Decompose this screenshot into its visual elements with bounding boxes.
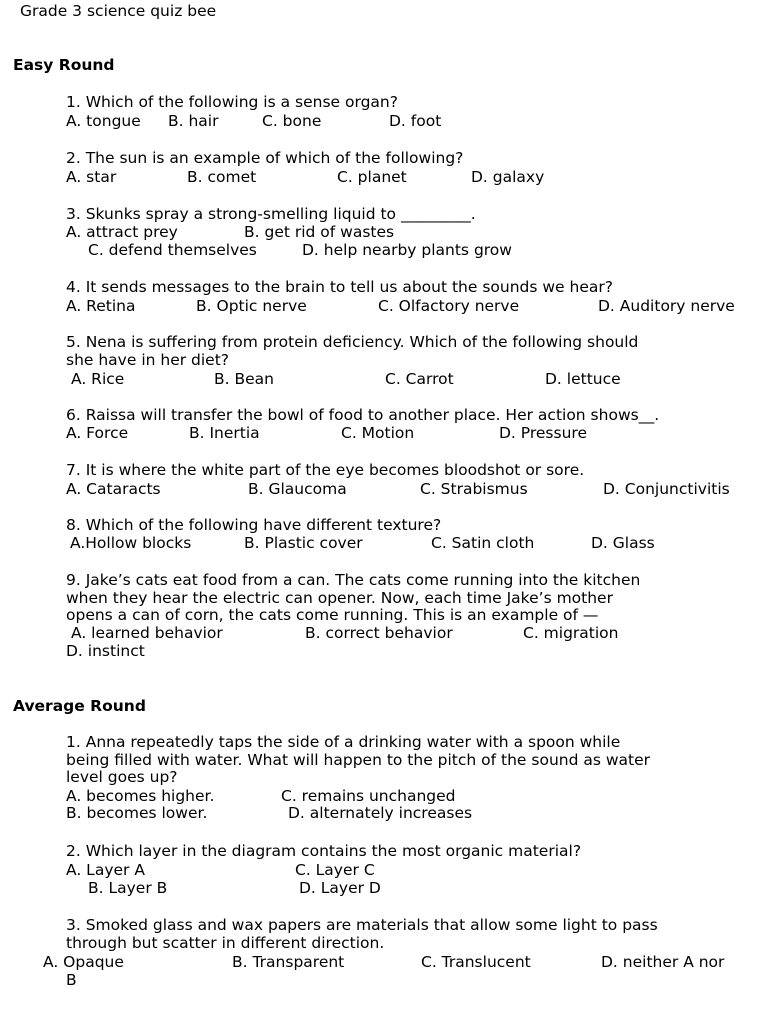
- question-text: 4. It sends messages to the brain to tell us about the sounds we hear?: [66, 278, 613, 296]
- document-title: Grade 3 science quiz bee: [20, 2, 217, 20]
- choice-b: B. Glaucoma: [248, 480, 347, 498]
- choice-c: C. Translucent: [421, 953, 531, 971]
- choice-c: C. Olfactory nerve: [378, 297, 520, 315]
- question-text: 5. Nena is suffering from protein deficiency. Which of the following should: [66, 333, 639, 351]
- choice-b: B. get rid of wastes: [244, 223, 395, 241]
- question-text: 9. Jake’s cats eat food from a can. The cats come running into the kitchen: [66, 571, 641, 589]
- question-text: 8. Which of the following have different texture?: [66, 516, 442, 534]
- choice-b: B. Layer B: [88, 879, 168, 897]
- choice-d: D. Pressure: [499, 424, 587, 442]
- choice-a: A. learned behavior: [71, 624, 223, 642]
- choice-c: C. remains unchanged: [281, 787, 456, 805]
- question-text-continued: when they hear the electric can opener. Now, each time Jake’s mother: [66, 589, 613, 607]
- question-text-continued: being filled with water. What will happen to the pitch of the sound as water: [66, 751, 651, 769]
- choice-d: D. Layer D: [299, 879, 381, 897]
- choice-c: C. bone: [262, 112, 322, 130]
- choice-c: C. Layer C: [295, 861, 375, 879]
- choice-a: A.Hollow blocks: [70, 534, 192, 552]
- choice-a: A. Layer A: [66, 861, 145, 879]
- choice-a: A. tongue: [66, 112, 141, 130]
- choice-b: B. correct behavior: [305, 624, 453, 642]
- question-text: 1. Which of the following is a sense organ?: [66, 93, 398, 111]
- section-heading-average: Average Round: [13, 697, 146, 715]
- choice-c: C. planet: [337, 168, 407, 186]
- choice-c: C. Carrot: [385, 370, 454, 388]
- choice-b: B. comet: [187, 168, 257, 186]
- choice-d: D. help nearby plants grow: [302, 241, 512, 259]
- choice-d: D. instinct: [66, 642, 145, 660]
- choice-b: B. Plastic cover: [244, 534, 363, 552]
- question-text-continued: opens a can of corn, the cats come running. This is an example of —: [66, 606, 599, 624]
- question-text: 6. Raissa will transfer the bowl of food to another place. Her action shows__.: [66, 406, 660, 424]
- choice-d: D. neither A nor: [601, 953, 725, 971]
- choice-a: A. becomes higher.: [66, 787, 215, 805]
- choice-b: B. becomes lower.: [66, 804, 208, 822]
- question-text-continued: through but scatter in different direction.: [66, 934, 385, 952]
- choice-c: C. defend themselves: [88, 241, 257, 259]
- choice-d: D. foot: [389, 112, 442, 130]
- choice-c: C. Strabismus: [420, 480, 528, 498]
- choice-b: B. Bean: [214, 370, 274, 388]
- choice-a: A. Cataracts: [66, 480, 161, 498]
- choice-c: C. Motion: [341, 424, 415, 442]
- question-text: 1. Anna repeatedly taps the side of a drinking water with a spoon while: [66, 733, 621, 751]
- question-text-continued: she have in her diet?: [66, 351, 230, 369]
- choice-b: B. Optic nerve: [196, 297, 307, 315]
- choice-b: B. Inertia: [189, 424, 260, 442]
- section-heading-easy: Easy Round: [13, 56, 115, 74]
- choice-a: A. Opaque: [43, 953, 124, 971]
- choice-d: D. lettuce: [545, 370, 621, 388]
- choice-d: D. alternately increases: [288, 804, 473, 822]
- choice-d: D. Glass: [591, 534, 655, 552]
- question-text: 3. Smoked glass and wax papers are materials that allow some light to pass: [66, 916, 658, 934]
- choice-a: A. Rice: [71, 370, 125, 388]
- choice-a: A. Retina: [66, 297, 136, 315]
- choice-d: D. Auditory nerve: [598, 297, 735, 315]
- choice-a: A. attract prey: [66, 223, 178, 241]
- choice-d: D. Conjunctivitis: [603, 480, 730, 498]
- choice-a: A. star: [66, 168, 117, 186]
- question-text: 2. The sun is an example of which of the following?: [66, 149, 464, 167]
- question-text: 2. Which layer in the diagram contains the most organic material?: [66, 842, 582, 860]
- question-text-continued: level goes up?: [66, 768, 178, 786]
- question-text: 3. Skunks spray a strong-smelling liquid to _________.: [66, 205, 476, 223]
- choice-b: B. hair: [168, 112, 219, 130]
- choice-c: C. migration: [523, 624, 619, 642]
- question-text: 7. It is where the white part of the eye becomes bloodshot or sore.: [66, 461, 585, 479]
- choice-c: C. Satin cloth: [431, 534, 535, 552]
- choice-d: D. galaxy: [471, 168, 545, 186]
- choice-a: A. Force: [66, 424, 129, 442]
- choice-d-continued: B: [66, 971, 77, 989]
- choice-b: B. Transparent: [232, 953, 345, 971]
